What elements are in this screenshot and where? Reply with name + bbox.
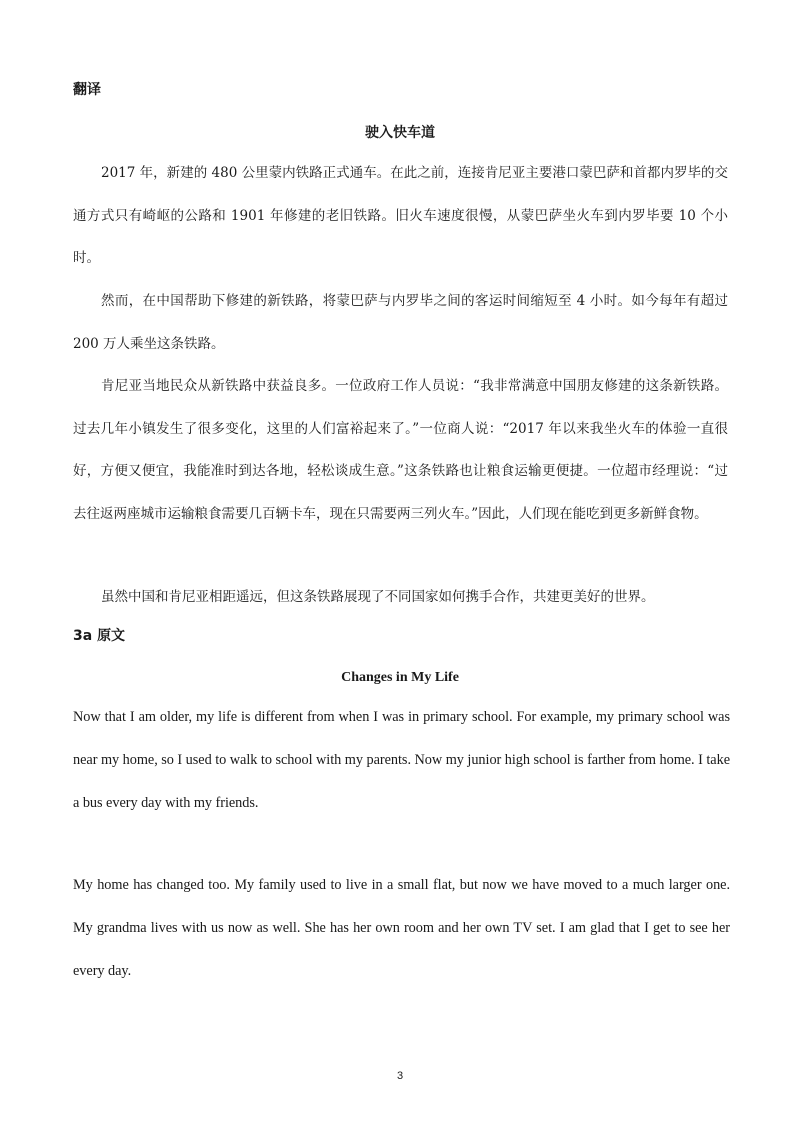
- original-heading: 3a 原文: [73, 628, 126, 644]
- translation-paragraph-3: 肯尼亚当地民众从新铁路中获益良多。一位政府工作人员说：“我非常满意中国朋友修建的这条新铁路。过去几年小镇发生了很多变化，这里的人们富裕起来了。”一位商人说：“2017 年以来我坐火车的体验一直很好，方便又便宜，我能准时到达各地，轻松谈成生意。”这条铁路也让粮食运输更便捷。一位超市经理说：“过去往返两座城市运输粮食需要几百辆卡车，现在只需要两三列火车。”因此，人们现在能吃到更多新鲜食物。: [73, 378, 728, 522]
- translation-title: 驶入快车道: [365, 125, 435, 141]
- translation-paragraph-2: 然而，在中国帮助下修建的新铁路，将蒙巴萨与内罗毕之间的客运时间缩短至 4 小时。如今每年有超过 200 万人乘坐这条铁路。: [73, 293, 728, 352]
- translation-heading: 翻译: [73, 82, 101, 98]
- original-title: Changes in My Life: [341, 670, 459, 685]
- translation-paragraph-4: 虽然中国和肯尼亚相距遥远，但这条铁路展现了不同国家如何携手合作，共建更美好的世界。: [101, 589, 655, 605]
- page-number: 3: [396, 1070, 404, 1082]
- translation-paragraph-1: 2017 年，新建的 480 公里蒙内铁路正式通车。在此之前，连接肯尼亚主要港口蒙巴萨和首都内罗毕的交通方式只有崎岖的公路和 1901 年修建的老旧铁路。旧火车速度很慢，从蒙巴萨坐火车到内罗毕要 10 个小时。: [73, 165, 728, 266]
- original-paragraph-1: Now that I am older, my life is different from when I was in primary school. For example, my primary school was near my home, so I used to walk to school with my parents. Now my junior high school is farther from home. I take a bus every day with my friends.: [73, 709, 730, 811]
- original-paragraph-2: My home has changed too. My family used to live in a small flat, but now we have moved to a much larger one. My grandma lives with us now as well. She has her own room and her own TV set. I am glad that I get to see her every day.: [73, 877, 730, 979]
